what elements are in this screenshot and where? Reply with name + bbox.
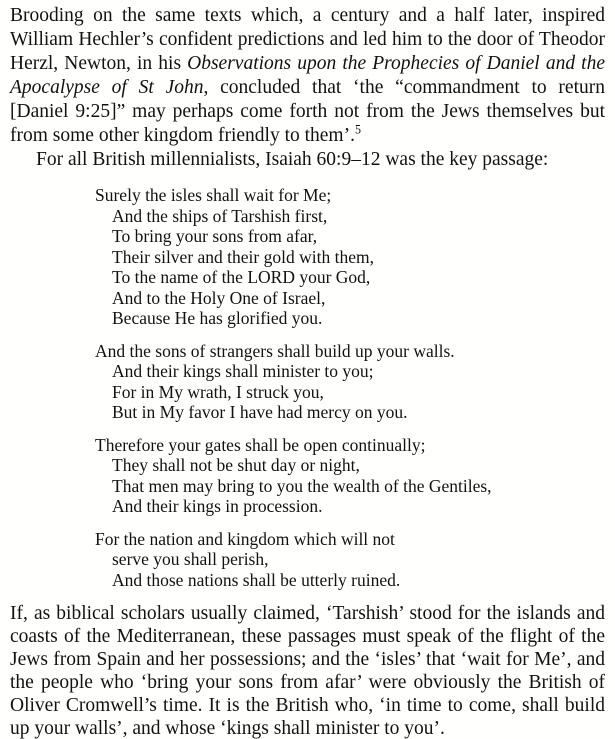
verse-line: Therefore your gates shall be open continually; — [95, 434, 426, 455]
verse-line: And their kings in procession. — [112, 496, 323, 516]
verse-line: And their kings shall minister to you; — [112, 361, 374, 381]
paragraph-lead-in: For all British millennialists, Isaiah 60:9–12 was the key passage: — [36, 149, 549, 170]
paragraph-closing: If, as biblical scholars usually claimed, ‘Tarshish’ stood for the islands and coasts of the Mediterranean, these passages must speak of the flight of the Jews from Spain and her possessions; and the ‘isles’ that ‘wait for Me’, and the people who ‘bring your sons from afar’ were obviously the British of Oliver Cromwell’s time. It is the British who, ‘in time to come, shall build up your walls’, and whose ‘kings shall minister to you’. — [10, 603, 605, 739]
isaiah-verse-quote — [95, 185, 605, 590]
intro-text-before-title: Brooding on the same texts which, a century and a half later, inspired William Hechler’s confident predictions and led him to the door of Theodor Herzl, Newton, in his — [10, 5, 605, 74]
verse-line: That men may bring to you the wealth of the Gentiles, — [112, 475, 492, 496]
quote-stanza-2 — [95, 341, 605, 423]
paragraph-intro — [10, 4, 605, 148]
verse-line: Because He has glorified you. — [112, 308, 323, 328]
intro-text-after-title: , concluded that ‘the “commandment to return [Daniel 9:25]” may perhaps come forth not from the Jews themselves but from some other kingdom friendly to them’. — [10, 77, 605, 146]
verse-line: And the ships of Tarshish first, — [112, 205, 328, 226]
verse-line: And the sons of strangers shall build up your walls. — [95, 340, 455, 361]
verse-line: But in My favor I have had mercy on you. — [112, 402, 408, 422]
footnote-marker: 5 — [354, 122, 362, 137]
verse-line: To the name of the LORD your God, — [112, 267, 371, 287]
book-title-italic: Observations upon the Prophecies of Daniel and the Apocalypse of St John — [10, 53, 605, 98]
quote-stanza-3 — [95, 435, 605, 517]
verse-line: serve you shall perish, — [112, 549, 269, 569]
verse-line: Surely the isles shall wait for Me; — [95, 185, 332, 205]
verse-line: They shall not be shut day or night, — [112, 455, 360, 475]
verse-line: For in My wrath, I struck you, — [112, 381, 324, 402]
verse-line: And to the Holy One of Israel, — [112, 287, 326, 308]
quote-stanza-1 — [95, 185, 605, 329]
verse-line: Their silver and their gold with them, — [112, 246, 374, 267]
verse-line: For the nation and kingdom which will not — [95, 528, 395, 549]
verse-line: To bring your sons from afar, — [112, 226, 318, 246]
verse-line: And those nations shall be utterly ruined. — [112, 569, 401, 590]
quote-stanza-4 — [95, 529, 605, 591]
